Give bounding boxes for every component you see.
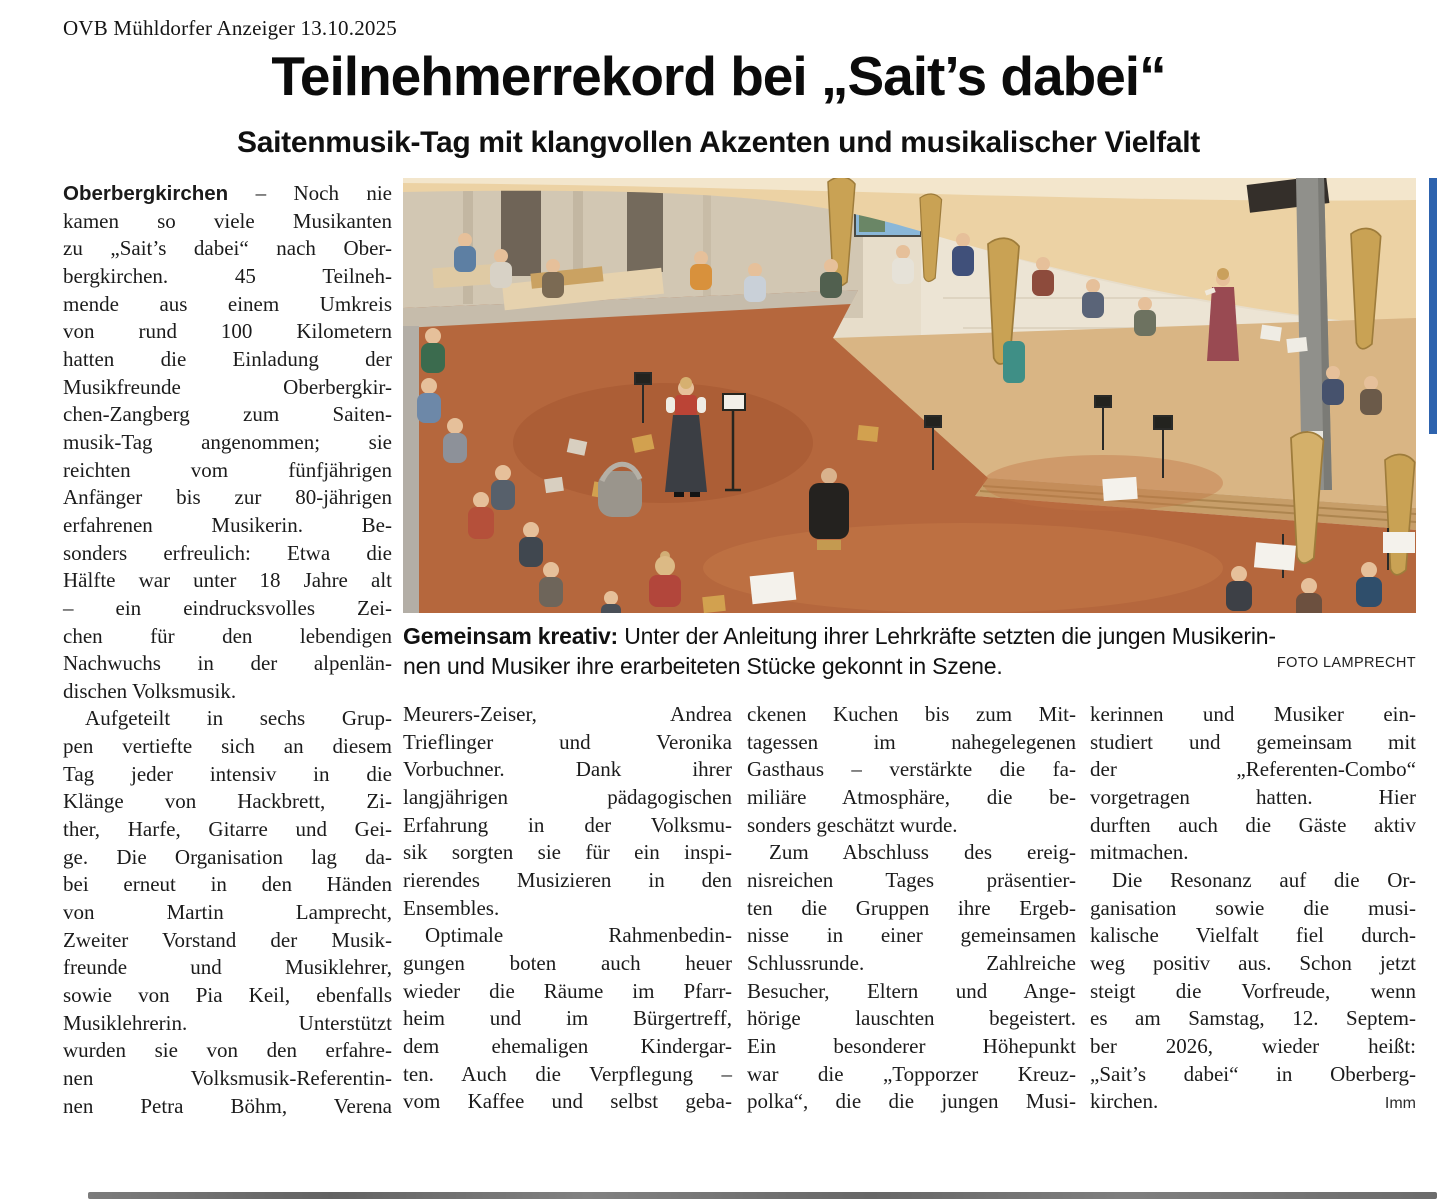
text-line: bergkirchen. 45 Teilneh- [63, 263, 392, 288]
body-column-1 [63, 180, 392, 1120]
text-line: kerinnen und Musiker ein- [1090, 702, 1416, 726]
text-line: sonders geschätzt wurde. [747, 812, 958, 837]
text-line: steigt die Vorfreude, wenn [1090, 978, 1416, 1003]
text-line: tagessen im nahegelegenen [747, 729, 1076, 754]
text-line: freunde und Musiklehrer, [63, 955, 392, 980]
text-line: ganisation sowie die musi- [1090, 895, 1416, 920]
text-line: ckenen Kuchen bis zum Mit- [747, 702, 1076, 726]
body-column-3 [747, 701, 1076, 1116]
article-subheadline: Saitenmusik-Tag mit klangvollen Akzenten und musikalischer Vielfalt [237, 126, 1200, 159]
text-line: Hälfte war unter 18 Jahre alt [63, 568, 392, 593]
text-line: vom Kaffee und selbst geba- [403, 1089, 732, 1114]
text-line: weg positiv aus. Schon jetzt [1090, 950, 1416, 975]
text-line: Musikfreunde Oberbergkir- [63, 374, 392, 399]
text-line: polka“, die die jungen Musi- [747, 1089, 1076, 1114]
text-line: hörige lauschten begeistert. [747, 1006, 1076, 1031]
caption-lead: Gemeinsam kreativ: [403, 623, 619, 649]
caption-line-1 [403, 621, 1416, 651]
text-line: von rund 100 Kilometern [63, 319, 392, 344]
text-line: Tag jeder intensiv in die [63, 761, 392, 786]
text-line: studiert und gemeinsam mit [1090, 729, 1416, 754]
text-line: nen Petra Böhm, Verena [63, 1093, 392, 1118]
text-line: pen vertiefte sich an diesem [63, 734, 392, 759]
lead-location: Oberbergkirchen [63, 182, 229, 205]
text-line: Musiklehrerin. Unterstützt [63, 1010, 392, 1035]
text-line: Meurers-Zeiser, Andrea [403, 702, 732, 726]
text-line: nisse in einer gemeinsamen [747, 923, 1076, 948]
photo-credit: FOTO LAMPRECHT [1276, 655, 1416, 671]
text-line: hatten die Einladung der [63, 346, 392, 371]
text-line: ten. Auch die Verpflegung – [403, 1061, 732, 1086]
text-line: Ensembles. [403, 895, 500, 920]
text-line: ten die Gruppen ihre Ergeb- [747, 895, 1076, 920]
text-line: bei erneut in den Händen [63, 872, 392, 897]
text-line: nisreichen Tages präsentier- [747, 867, 1076, 892]
text-line: Trieflinger und Veronika [403, 729, 732, 754]
text-line: wieder die Räume im Pfarr- [403, 978, 732, 1003]
text-line: rierendes Musizieren in den [403, 867, 732, 892]
text-line: Ein besonderer Höhepunkt [747, 1033, 1076, 1058]
text-line: von Martin Lamprecht, [63, 900, 392, 925]
text-line: nen Volksmusik-Referentin- [63, 1066, 392, 1090]
text-line: miliäre Atmosphäre, die be- [747, 784, 1076, 809]
caption-text: Unter der Anleitung ihrer Lehrkräfte setzten die jungen Musikerin- [624, 623, 1276, 649]
text-line: Zweiter Vorstand der Musik- [63, 927, 392, 952]
article-headline: Teilnehmerrekord bei „Sait’s dabei“ [271, 45, 1166, 107]
hall-photo-graphic [403, 178, 1416, 613]
text-line: wurden sie von den erfahre- [63, 1038, 392, 1063]
text-line: sik sorgten sie für ein inspi- [403, 840, 732, 865]
text-line: langjährigen pädagogischen [403, 784, 732, 809]
text-line: reichten vom fünfjährigen [63, 457, 392, 482]
text-line: Aufgeteilt in sechs Grup- [85, 706, 392, 731]
text-line: ber 2026, wieder heißt: [1090, 1033, 1416, 1058]
text-line: dem ehemaligen Kindergar- [403, 1033, 732, 1058]
text-line: Schlussrunde. Zahlreiche [747, 950, 1076, 975]
last-line-text: kirchen. [1090, 1089, 1159, 1114]
text-line: – ein eindrucksvolles Zei- [63, 595, 392, 620]
text-line: Zum Abschluss des ereig- [769, 840, 1076, 865]
text-line: erfahrenen Musikerin. Be- [63, 512, 392, 537]
text-line: kalische Vielfalt fiel durch- [1090, 923, 1416, 948]
caption-line-2: nen und Musiker ihre erarbeiteten Stücke gekonnt in Szene. [403, 653, 1003, 679]
scan-edge-artifact [88, 1192, 1437, 1199]
text-line: sonders erfreulich: Etwa die [63, 540, 392, 565]
text-line: Besucher, Eltern und Ange- [747, 978, 1076, 1003]
text-line: mende aus einem Umkreis [63, 291, 392, 316]
body-column-4 [1090, 701, 1416, 1118]
text-line: war die „Topporzer Kreuz- [747, 1061, 1076, 1086]
masthead: OVB Mühldorfer Anzeiger 13.10.2025 [63, 16, 397, 40]
text-line: Erfahrung in der Volksmu- [403, 812, 732, 837]
text-line: Gasthaus – verstärkte die fa- [747, 757, 1076, 782]
text-line: ther, Harfe, Gitarre und Gei- [63, 817, 392, 842]
text-line: durften auch die Gäste aktiv [1090, 812, 1416, 837]
text-line: sowie von Pia Keil, ebenfalls [63, 983, 392, 1008]
text-line: Die Resonanz auf die Or- [1112, 867, 1416, 892]
body-column-2 [403, 701, 732, 1116]
text-line: kamen so viele Musikanten [63, 208, 392, 233]
text-line: Klänge von Hackbrett, Zi- [63, 789, 392, 814]
lead-rest: – Noch nie [228, 181, 392, 205]
text-line: zu „Sait’s dabei“ nach Ober- [63, 236, 392, 261]
photo-caption [403, 621, 1416, 681]
text-line: Anfänger bis zur 80-jährigen [63, 485, 392, 510]
text-line: heim und im Bürgertreff, [403, 1006, 732, 1031]
text-line: Vorbuchner. Dank ihrer [403, 757, 732, 782]
text-line: mitmachen. [1090, 840, 1189, 865]
text-line: gungen boten auch heuer [403, 950, 732, 975]
text-line: dischen Volksmusik. [63, 678, 237, 703]
text-line: musik-Tag angenommen; sie [63, 429, 392, 454]
text-line: vorgetragen hatten. Hier [1090, 784, 1416, 809]
text-line: chen für den lebendigen [63, 623, 392, 648]
text-line: der „Referenten-Combo“ [1090, 757, 1416, 782]
blue-edge-stripe [1429, 178, 1437, 434]
text-line: es am Samstag, 12. Septem- [1090, 1006, 1416, 1031]
text-line: „Sait’s dabei“ in Oberberg- [1090, 1061, 1416, 1086]
text-line: Optimale Rahmenbedin- [425, 923, 732, 948]
text-line: Nachwuchs in der alpenlän- [63, 651, 392, 676]
text-line-last [1090, 1088, 1416, 1118]
text-line: chen-Zangberg zum Saiten- [63, 402, 392, 427]
text-line: ge. Die Organisation lag da- [63, 844, 392, 869]
text-line-lead [63, 180, 392, 208]
author-byline: Imm [1384, 1095, 1416, 1113]
hall-photo [403, 178, 1416, 613]
